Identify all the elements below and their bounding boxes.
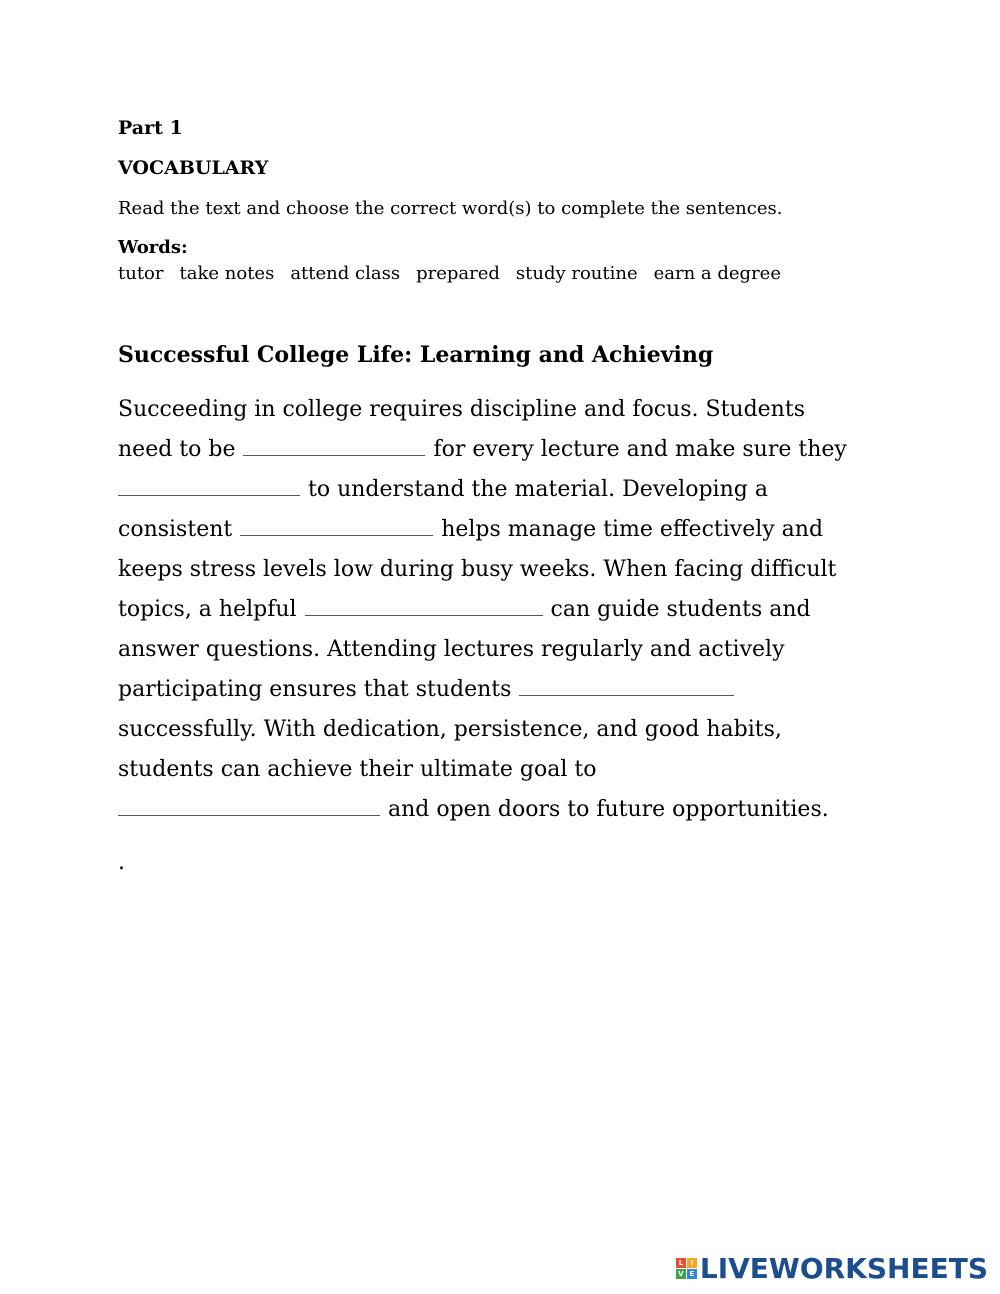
answer-blank-5[interactable] xyxy=(519,673,734,696)
passage-line xyxy=(118,710,898,750)
passage-text: participating ensures that students xyxy=(118,677,519,702)
passage-text: for every lecture and make sure they xyxy=(426,437,847,462)
word-bank-item: earn a degree xyxy=(653,263,781,284)
passage-line xyxy=(118,590,898,630)
logo-mark-icon xyxy=(676,1258,697,1279)
word-bank-item: attend class xyxy=(290,263,401,284)
story-title: Successful College Life: Learning and Achieving xyxy=(118,342,714,368)
logo-mark-letter: V xyxy=(676,1269,686,1279)
logo-text: LIVEWORKSHEETS xyxy=(699,1252,988,1285)
logo-mark-letter: E xyxy=(687,1269,697,1279)
part-title: Part 1 xyxy=(118,117,183,139)
passage-text: students can achieve their ultimate goal to xyxy=(118,757,597,782)
passage-text: helps manage time effectively and xyxy=(434,517,824,542)
passage-line xyxy=(118,750,898,790)
passage-text: to understand the material. Developing a xyxy=(301,477,768,502)
words-label: Words: xyxy=(118,237,188,258)
passage-text: consistent xyxy=(118,517,240,542)
passage-text: Succeeding in college requires discipline and focus. Students xyxy=(118,397,805,422)
passage-line xyxy=(118,390,898,430)
passage-line xyxy=(118,670,898,710)
word-bank xyxy=(118,263,797,284)
logo-mark-letter: I xyxy=(687,1258,697,1268)
passage-text: keeps stress levels low during busy weeks. When facing difficult xyxy=(118,557,837,582)
passage-text: need to be xyxy=(118,437,243,462)
passage-line xyxy=(118,630,898,670)
liveworksheets-logo xyxy=(676,1252,988,1285)
passage-line xyxy=(118,510,898,550)
answer-blank-4[interactable] xyxy=(305,593,543,616)
passage-text: successfully. With dedication, persistence, and good habits, xyxy=(118,717,782,742)
answer-blank-3[interactable] xyxy=(240,513,433,536)
passage-text: answer questions. Attending lectures regularly and actively xyxy=(118,637,785,662)
trailing-period: . xyxy=(118,850,125,875)
passage-line xyxy=(118,550,898,590)
answer-blank-1[interactable] xyxy=(243,433,425,456)
passage-line xyxy=(118,790,898,830)
answer-blank-6[interactable] xyxy=(118,793,380,816)
logo-mark-letter: L xyxy=(676,1258,686,1268)
word-bank-item: study routine xyxy=(515,263,638,284)
word-bank-item: prepared xyxy=(416,263,500,284)
word-bank-item: take notes xyxy=(179,263,275,284)
passage-text: topics, a helpful xyxy=(118,597,304,622)
word-bank-item: tutor xyxy=(118,263,164,284)
section-title: VOCABULARY xyxy=(118,157,269,179)
passage-line xyxy=(118,430,898,470)
passage-text: can guide students and xyxy=(543,597,811,622)
passage-line xyxy=(118,470,898,510)
passage-text: and open doors to future opportunities. xyxy=(381,797,829,822)
instructions: Read the text and choose the correct word(s) to complete the sentences. xyxy=(118,198,783,219)
reading-passage xyxy=(118,390,898,830)
answer-blank-2[interactable] xyxy=(118,473,300,496)
